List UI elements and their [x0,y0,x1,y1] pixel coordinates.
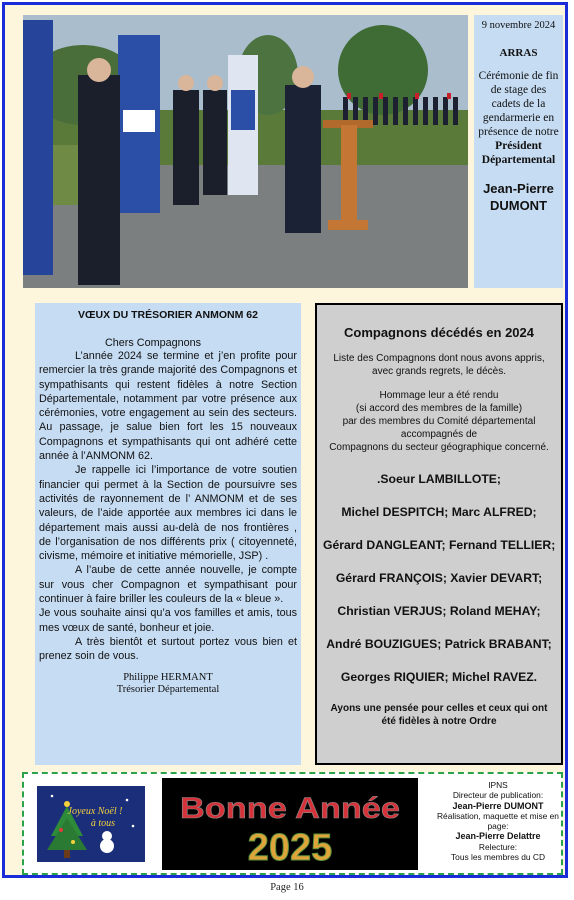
proofreading-value: Tous les membres du CD [450,852,546,863]
deceased-names: Michel DESPITCH; Marc ALFRED; [341,505,537,519]
wishes-paragraph: A très bientôt et surtout portez vous bien et prenez soin de vous. [39,635,297,663]
deceased-names: André BOUZIGUES; Patrick BRABANT; [326,637,552,651]
production-label: Réalisation, maquette et mise en page: [437,810,559,832]
tribute-line: Compagnons du secteur géographique concerné. [329,442,549,453]
ceremony-photo [23,15,468,288]
christmas-line-1: Joyeux Noël ! [67,806,123,817]
tribute-line: Hommage leur a été rendu [379,390,499,401]
wishes-signature [39,672,297,697]
wishes-paragraph: Je rappelle ici l’importance de votre soutien financier qui permet à la Section de poursuivre ses activités de rayonnement de l’ ANMONM et de ses valeurs, de l’aide apportée aux membres ici dans le département mais aussi au-delà de nos frontières , de l’organisation de nos différents prix ( citoyenneté, civisme, mémoire et initiative mémorielle, JSP) . [39,464,297,563]
wishes-greeting: Chers Compagnons [105,337,202,349]
tribute-line: accompagnés de [400,429,478,440]
signature-role: Trésorier Départemental [116,684,220,696]
new-year-graphic [162,778,418,870]
event-description: Cérémonie de fin de stage des cadets de la gendarmerie en présence de notre [478,70,559,138]
wishes-paragraph: A l’aube de cette année nouvelle, je compte sur vous cher Compagnon et sympathisant pour continuer à faire briller les couleurs de la « bleue ». [39,564,297,606]
deceased-names: .Soeur LAMBILLOTE; [377,472,501,486]
treasurer-wishes-box [35,303,301,765]
deceased-names: Gérard FRANÇOIS; Xavier DEVART; [335,571,543,585]
director-label: Directeur de publication: [452,790,544,801]
deceased-names: Christian VERJUS; Roland MEHAY; [337,604,541,618]
new-year-word: Bonne Année [180,792,400,825]
wishes-paragraph: Je vous souhaite ainsi qu’a vos familles et amis, tous mes vœux de santé, bonheur et joie. [39,607,297,634]
wishes-paragraph: L’année 2024 se termine et j’en profite pour remercier la très grande majorité des Compagnons et sympathisants qui restent fidèles à notre Section Départementale, notamment par votre présence aux cérémonies, votre engagement au sein des secteurs. Au passage, je salue bien fort les 15 nouveaux Compagnons et sympathisants qui ont adhéré cette année à l’ANMONM 62. [39,350,297,463]
christmas-tree-icon [37,786,145,862]
president-first-name: Jean-Pierre [483,181,554,196]
signature-name: Philippe HERMANT [123,671,213,683]
publication-credits [436,780,560,862]
president-role: Président Départemental [481,140,556,166]
deceased-names: Gérard DANGLEANT; Fernand TELLIER; [323,538,556,552]
deceased-companions-box [315,303,563,765]
event-date: 9 novembre 2024 [481,20,556,31]
remembrance-text: Ayons une pensée pour celles et ceux qui ont été fidèles à notre Ordre [330,703,548,727]
tribute-text [323,389,555,454]
deceased-names: Georges RIQUIER; Michel RAVEZ. [340,670,538,684]
new-year-year: 2025 [247,827,333,869]
deceased-title: Compagnons décédés en 2024 [343,325,534,340]
footer-box [22,772,563,875]
president-last-name: DUMONT [489,198,548,213]
event-city: ARRAS [499,47,538,59]
new-year-banner [162,778,418,870]
proofreading-label: Relecture: [478,841,518,852]
page-frame [2,2,568,878]
director-name: Jean-Pierre DUMONT [452,800,544,811]
deceased-intro: Liste des Compagnons dont nous avons appris, avec grands regrets, le décès. [333,353,545,377]
event-info-panel [474,15,563,288]
wishes-title: VŒUX DU TRÉSORIER ANMONM 62 [78,309,258,321]
tribute-line: par des membres du Comité départemental [342,416,536,427]
production-name: Jean-Pierre Delattre [455,831,541,842]
page-number: Page 16 [270,882,304,893]
christmas-card [37,786,145,862]
ipns-label: IPNS [488,780,508,790]
christmas-line-2: à tous [90,818,116,829]
tribute-line: (si accord des membres de la famille) [355,403,523,414]
ceremony-photo-illustration [23,15,468,288]
